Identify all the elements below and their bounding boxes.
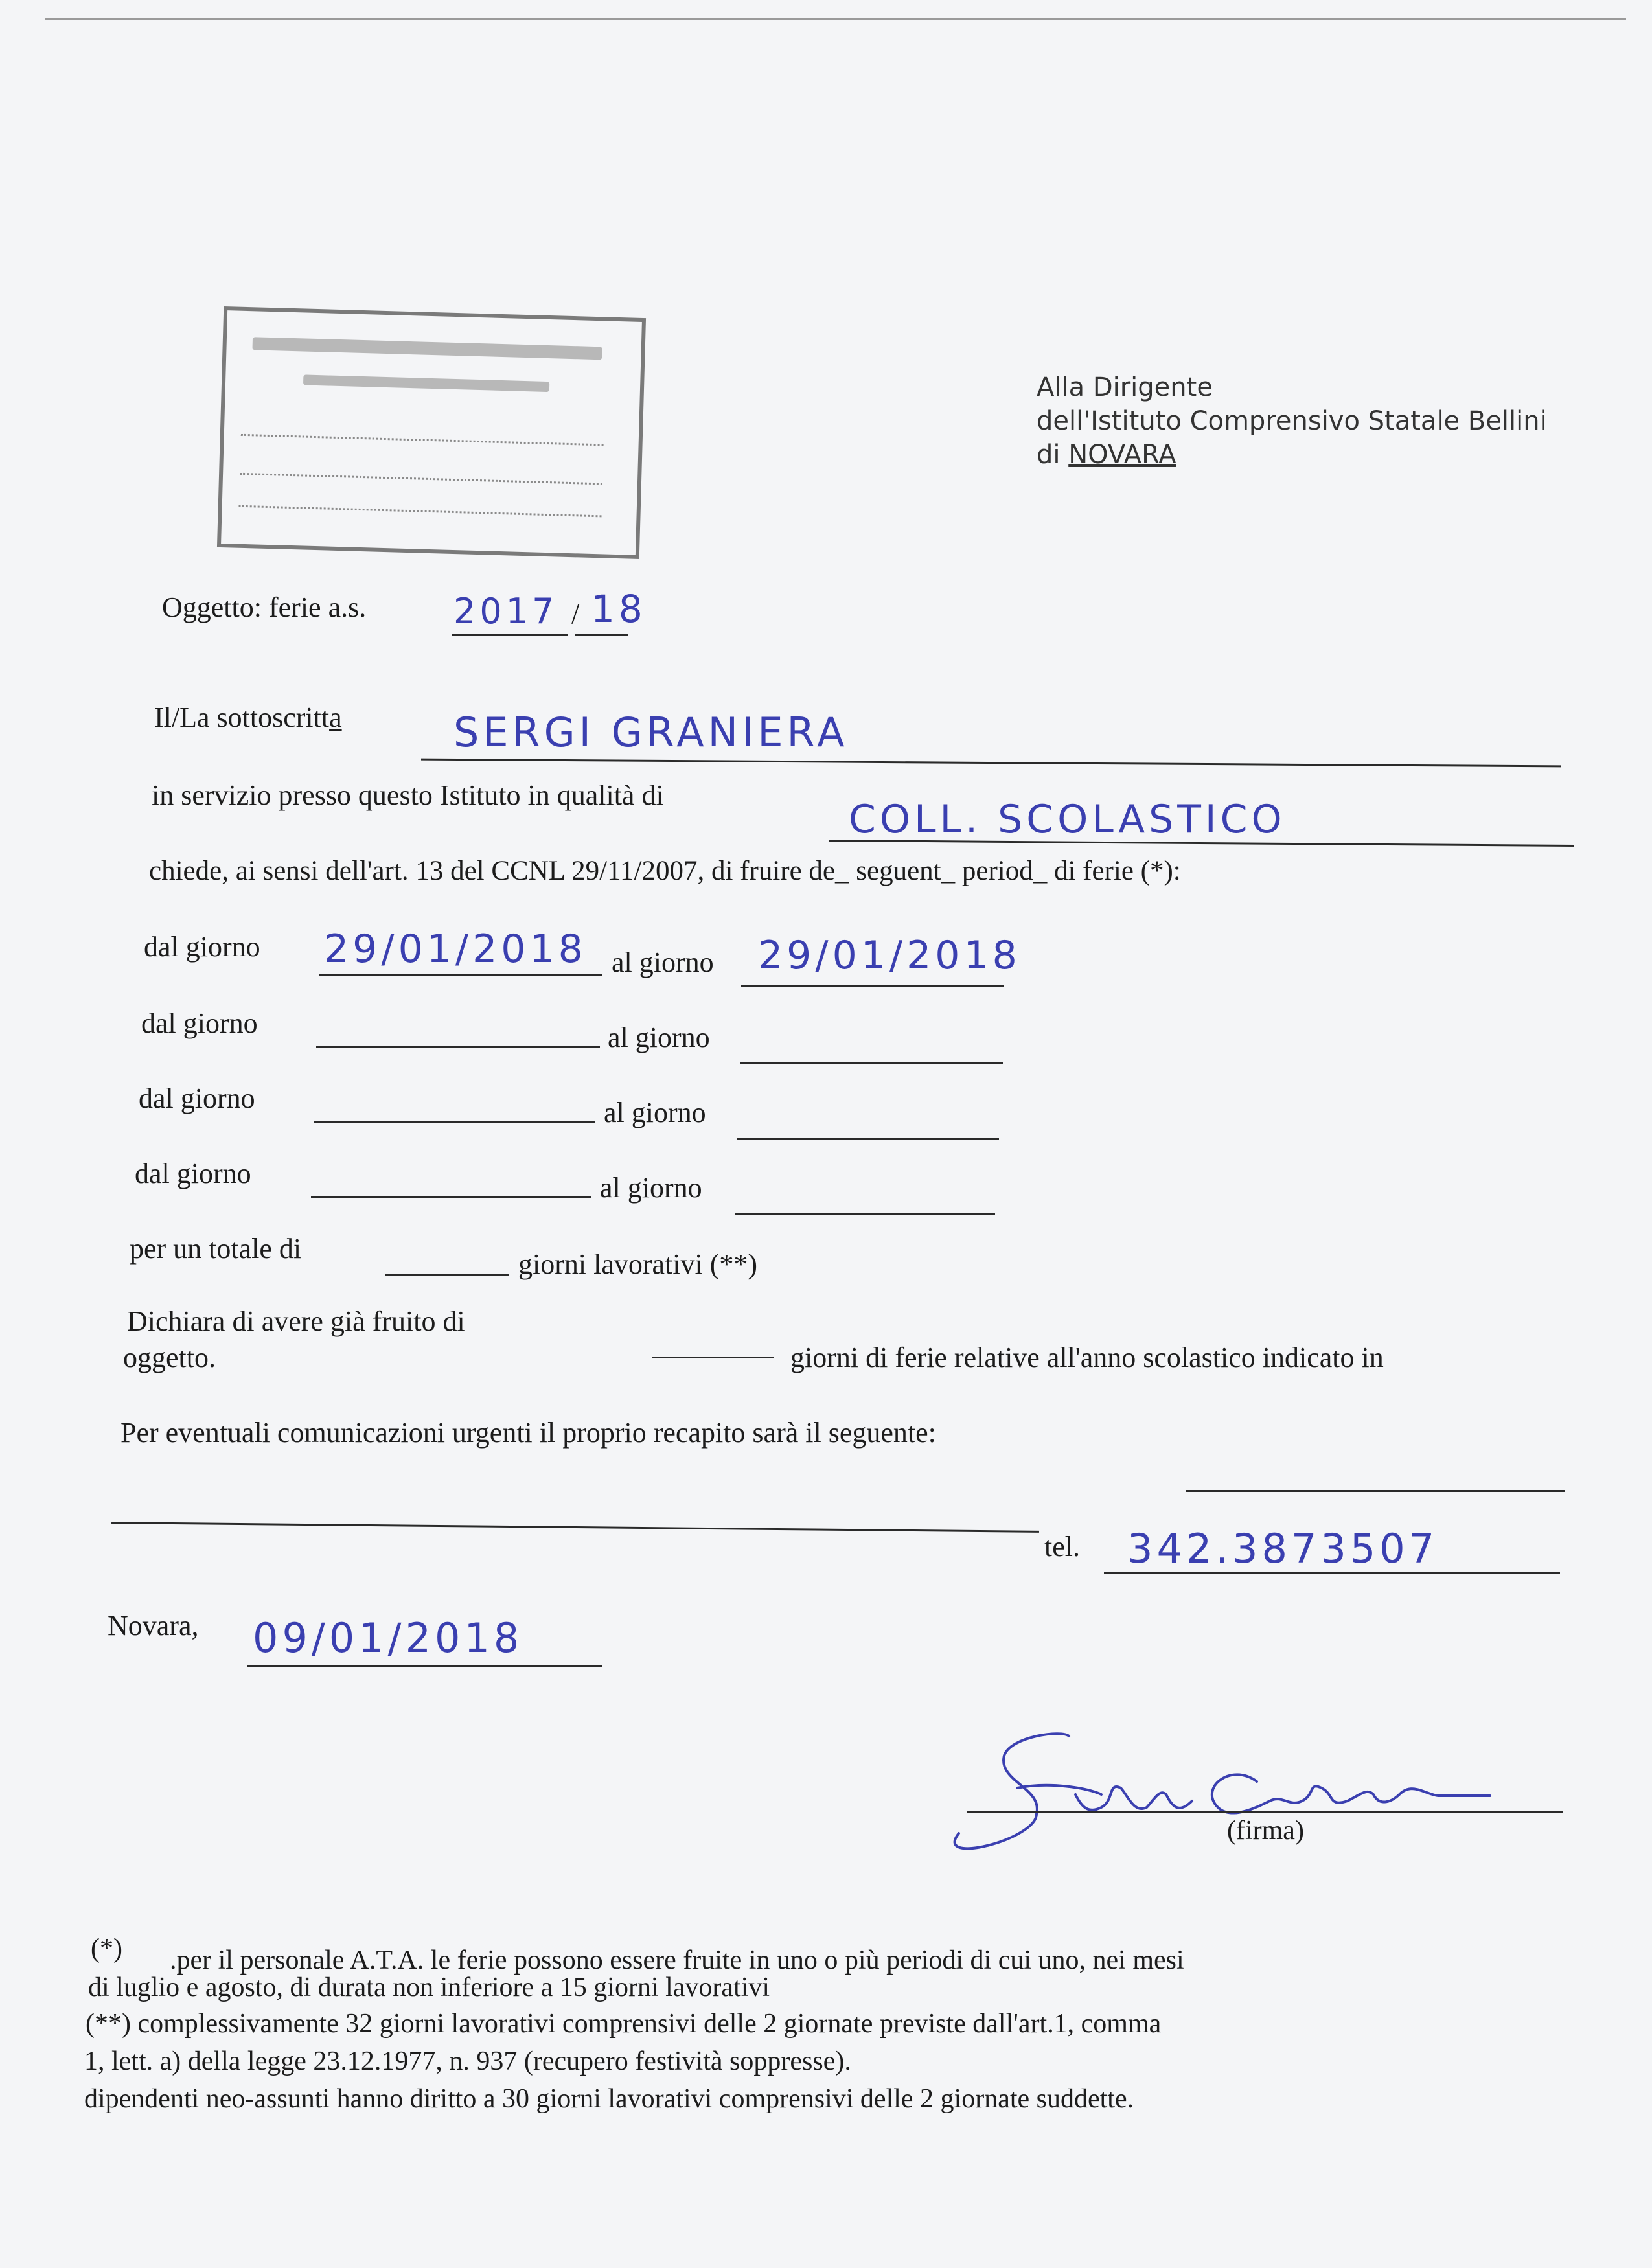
tel-label: tel.	[1044, 1531, 1080, 1563]
stamp-subheader-blur	[303, 374, 549, 392]
period-1-to-label: al giorno	[612, 946, 714, 978]
undersigned-line	[421, 759, 1561, 768]
period-4-from-label: dal giorno	[135, 1158, 251, 1189]
subject-year-start: 2017	[453, 591, 558, 632]
undersigned-name[interactable]: SERGI GRANIERA	[453, 709, 849, 756]
period-1-to-line	[741, 985, 1004, 987]
total-days-line[interactable]	[385, 1274, 509, 1276]
date-value[interactable]: 09/01/2018	[253, 1614, 523, 1662]
footnote-1-line-1: .per il personale A.T.A. le ferie possono essere fruite in uno o più periodi di cui uno, nei mesi	[170, 1945, 1184, 1975]
stamp-header-blur	[252, 337, 602, 360]
period-4-from-line	[311, 1196, 591, 1198]
undersigned-label-text: Il/La sottoscritt	[154, 702, 330, 733]
recipient-city: NOVARA	[1068, 440, 1176, 470]
footnote-1-line-2: di luglio e agosto, di durata non inferiore a 15 giorni lavorativi	[88, 1973, 770, 2002]
footnote-2-line-2: 1, lett. a) della legge 23.12.1977, n. 937 (recupero festività soppresse).	[84, 2046, 851, 2076]
total-prefix: per un totale di	[130, 1233, 302, 1265]
period-4-to-label: al giorno	[600, 1172, 702, 1204]
period-2-to-line	[740, 1062, 1003, 1064]
date-line	[247, 1665, 602, 1667]
declares-text-line2: oggetto.	[123, 1342, 216, 1373]
stamp-line	[241, 434, 604, 446]
year-start-line	[452, 634, 568, 636]
period-3-to-line	[737, 1138, 999, 1140]
period-2-from-line	[316, 1046, 600, 1048]
protocol-stamp	[217, 306, 646, 559]
contact-line-2[interactable]	[111, 1522, 1039, 1533]
undersigned-label	[154, 701, 342, 734]
contact-line-1[interactable]	[1186, 1490, 1565, 1492]
tel-value[interactable]: 342.3873507	[1127, 1525, 1439, 1572]
request-text: chiede, ai sensi dell'art. 13 del CCNL 29/11/2007, di fruire de_ seguent_ period_ di ferie (*):	[149, 856, 1181, 886]
declares-text-b: giorni di ferie relative all'anno scolastico indicato in	[790, 1342, 1384, 1373]
subject-label: Oggetto: ferie a.s.	[162, 591, 367, 623]
subject-year-end: 18	[591, 587, 647, 631]
signature-scribble	[920, 1710, 1503, 1866]
period-3-to-label: al giorno	[604, 1097, 706, 1128]
period-1-from-line	[319, 974, 602, 976]
period-3-from-line	[314, 1121, 595, 1123]
period-1-to[interactable]: 29/01/2018	[758, 933, 1021, 978]
total-suffix: giorni lavorativi (**)	[518, 1248, 758, 1280]
already-used-days-line[interactable]	[652, 1357, 774, 1358]
stamp-line	[240, 473, 602, 485]
service-role[interactable]: COLL. SCOLASTICO	[849, 797, 1286, 842]
footnote-2-line-3: dipendenti neo-assunti hanno diritto a 30 giorni lavorativi comprensivi delle 2 giornate suddette.	[84, 2084, 1134, 2114]
signature	[920, 1710, 1503, 1869]
year-end-line	[575, 634, 628, 636]
signature-label: (firma)	[1227, 1816, 1304, 1846]
place-label: Novara,	[108, 1610, 199, 1642]
contact-text: Per eventuali comunicazioni urgenti il proprio recapito sarà il seguente:	[120, 1417, 936, 1449]
recipient-line-1: Alla Dirigente	[1037, 372, 1213, 402]
recipient-line-3	[1037, 438, 1547, 472]
recipient-line-2: dell'Istituto Comprensivo Statale Bellini	[1037, 406, 1547, 436]
recipient-block	[1037, 371, 1547, 472]
period-2-to-label: al giorno	[608, 1022, 710, 1053]
signature-line	[967, 1811, 1563, 1813]
page-top-edge	[45, 18, 1626, 20]
subject-separator: /	[571, 598, 580, 630]
declares-text-a: Dichiara di avere già fruito di	[127, 1305, 465, 1337]
stamp-line	[239, 505, 602, 518]
footnote-1-marker: (*)	[91, 1934, 122, 1964]
service-label: in servizio presso questo Istituto in qualità di	[152, 779, 664, 811]
undersigned-suffix: a	[329, 702, 342, 733]
footnote-2-line-1: (**) complessivamente 32 giorni lavorativi comprensivi delle 2 giornate previste dall'art.1, comma	[86, 2009, 1162, 2039]
period-1-from[interactable]: 29/01/2018	[324, 926, 587, 972]
tel-line	[1104, 1572, 1560, 1574]
period-3-from-label: dal giorno	[139, 1082, 255, 1114]
period-1-from-label: dal giorno	[144, 931, 260, 963]
period-2-from-label: dal giorno	[141, 1007, 258, 1039]
recipient-city-prefix: di	[1037, 440, 1069, 470]
period-4-to-line	[735, 1213, 995, 1215]
